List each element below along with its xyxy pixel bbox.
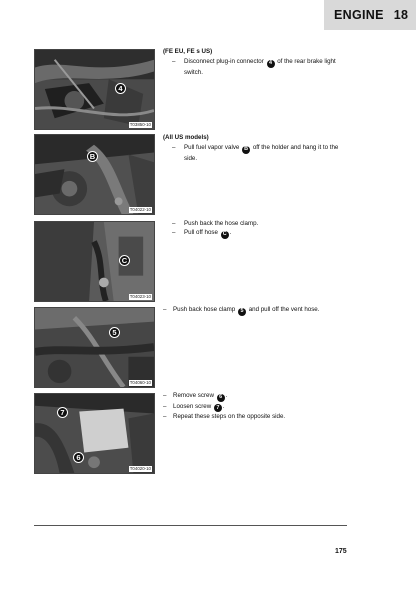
engine-photo-4-image: [35, 308, 154, 387]
marker-5: 5: [109, 327, 120, 338]
marker-6: 6: [73, 452, 84, 463]
step-block-1: [163, 47, 353, 77]
badge-c: C: [221, 231, 229, 239]
step-item: – Pull off hose C .: [172, 229, 232, 237]
step-photo-3: [34, 221, 155, 302]
step-item: – Pull fuel vapor valve B off the holder and hang it to the side.: [172, 144, 339, 162]
step-photo-5: [34, 393, 155, 474]
step-item: – Remove screw 6 .: [163, 392, 228, 400]
engine-photo-2-image: [35, 135, 154, 214]
badge-6: 6: [217, 394, 225, 402]
badge-b: B: [242, 146, 250, 154]
step-photo-2: [34, 134, 155, 215]
badge-4: 4: [267, 60, 275, 68]
marker-4: 4: [115, 83, 126, 94]
step-block-2: [163, 133, 353, 163]
photo-code: T04060-10: [129, 380, 151, 385]
step-block-3: [163, 219, 353, 239]
engine-photo-3-image: [35, 222, 154, 301]
footer-rule: [34, 525, 347, 526]
badge-5: 5: [238, 308, 246, 316]
badge-7: 7: [214, 404, 222, 412]
photo-code: T04023-10: [129, 294, 151, 299]
marker-7: 7: [57, 407, 68, 418]
model-heading: (FE EU, FE s US): [163, 48, 213, 55]
step-item: – Repeat these steps on the opposite side.: [163, 413, 286, 420]
step-item: – Disconnect plug-in connector 4 of the rear brake light switch.: [172, 58, 336, 76]
step-item: – Push back the hose clamp.: [172, 220, 259, 227]
step-photo-1: [34, 49, 155, 130]
engine-photo-1-image: [35, 50, 154, 129]
step-block-5: [163, 391, 353, 421]
step-block-4: [163, 305, 353, 316]
photo-code: T03850-10: [129, 122, 151, 127]
step-item: – Push back hose clamp 5 and pull off the vent hose.: [163, 306, 320, 314]
section-title: ENGINE: [334, 8, 384, 22]
model-heading: (All US models): [163, 134, 209, 141]
page-number: 175: [335, 548, 347, 555]
engine-photo-5-image: [35, 394, 154, 473]
photo-code: T04022-10: [129, 207, 151, 212]
marker-b: B: [87, 151, 98, 162]
chapter-number: 18: [393, 8, 409, 22]
marker-c: C: [119, 255, 130, 266]
step-item: – Loosen screw 7 .: [163, 402, 225, 411]
step-photo-4: [34, 307, 155, 388]
photo-code: T04020-10: [129, 466, 151, 471]
chapter-header-tab: [324, 0, 416, 30]
